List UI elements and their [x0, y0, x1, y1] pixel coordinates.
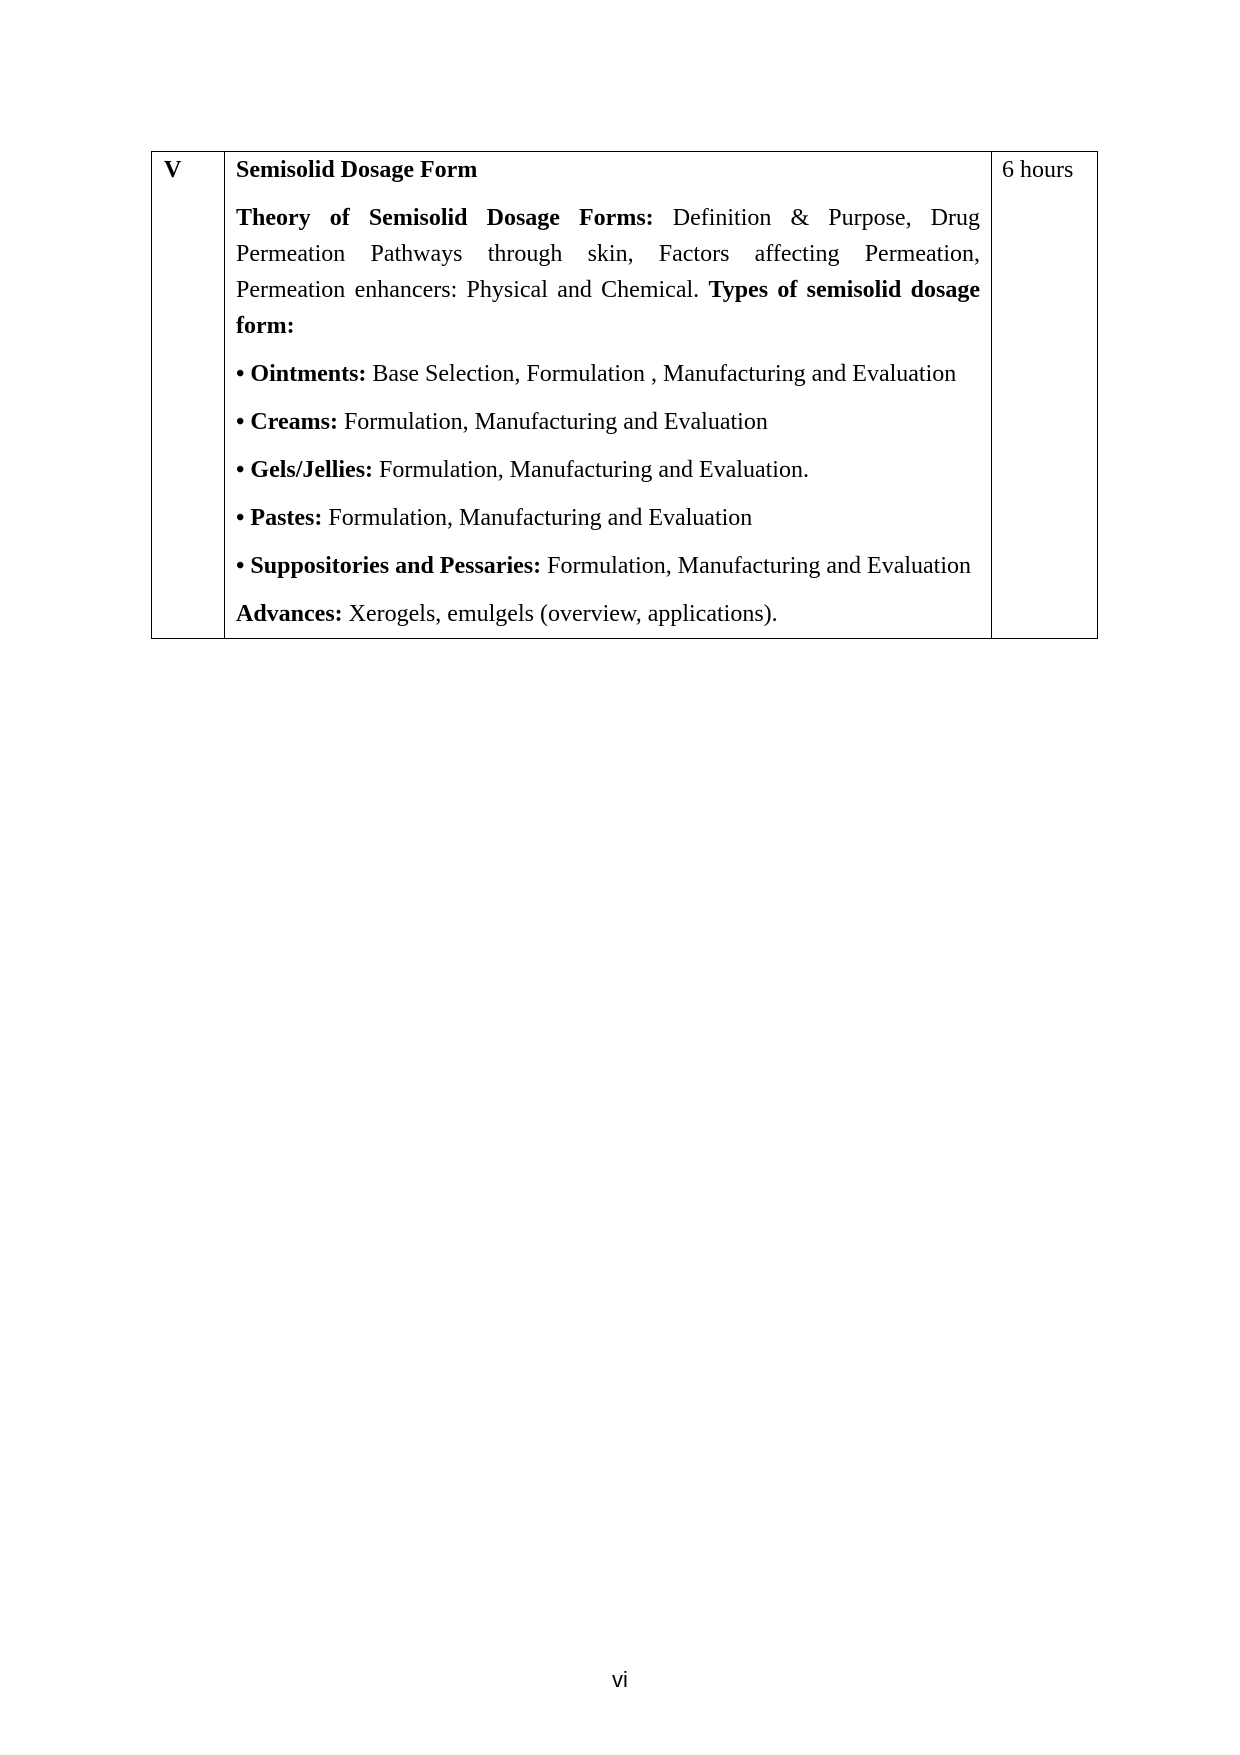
unit-content: [225, 152, 992, 639]
advances-label: Advances:: [236, 601, 343, 627]
list-item-label: • Creams:: [236, 409, 338, 435]
list-item-label: • Gels/Jellies:: [236, 457, 374, 483]
list-item-text: Formulation, Manufacturing and Evaluation.: [373, 457, 809, 483]
theory-heading: Theory of Semisolid Dosage Forms:: [236, 205, 654, 231]
list-item-label: • Suppositories and Pessaries:: [236, 553, 542, 579]
list-item-text: Formulation, Manufacturing and Evaluation: [337, 409, 768, 435]
unit-title: Semisolid Dosage Form: [236, 157, 478, 183]
page-number: vi: [612, 1667, 628, 1692]
advances-text: Xerogels, emulgels (overview, applications).: [342, 601, 778, 627]
types-heading: Types of semisolid dosage form:: [236, 277, 981, 339]
theory-text: Definition & Purpose, Drug Permeation Pathways through skin, Factors affecting Permeation, Permeation enhancers: Physical and Chemical.: [236, 205, 980, 303]
list-item-label: • Pastes:: [236, 505, 323, 531]
list-item-text: Base Selection, Formulation , Manufacturing and Evaluation: [366, 361, 957, 387]
unit-hours: 6 hours: [992, 152, 1098, 639]
list-item: [236, 356, 980, 392]
list-item: [236, 500, 980, 536]
advances-paragraph: [236, 596, 980, 632]
unit-number: V: [152, 152, 225, 639]
list-item: [236, 548, 980, 584]
theory-paragraph: [236, 200, 980, 344]
unit-row: [152, 152, 1098, 639]
list-item: [236, 452, 980, 488]
list-item: [236, 404, 980, 440]
syllabus-unit-table: [151, 151, 1098, 639]
list-item-text: Formulation, Manufacturing and Evaluation: [322, 505, 753, 531]
list-item-text: Formulation, Manufacturing and Evaluation: [541, 553, 972, 579]
list-item-label: • Ointments:: [236, 361, 367, 387]
